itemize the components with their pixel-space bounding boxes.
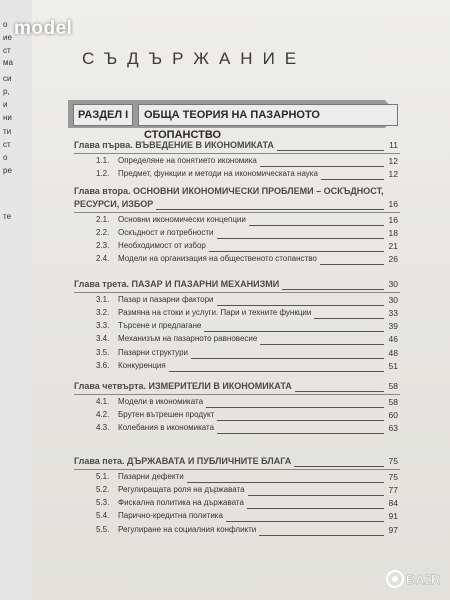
section-title: ОБЩА ТЕОРИЯ НА ПАЗАРНОТО СТОПАНСТВО: [138, 104, 398, 126]
toc-item-page: 84: [388, 498, 398, 509]
toc-item-number: 5.4.: [96, 511, 110, 521]
toc-item-title: Размяна на стоки и услуги. Пари и техните функции: [118, 307, 312, 317]
toc-item-title: Брутен вътрешен продукт: [118, 409, 215, 419]
dot-leader: [156, 209, 384, 210]
chapter-title: Глава втора. ОСНОВНИ ИКОНОМИЧЕСКИ ПРОБЛЕМИ – ОСКЪДНОСТ,: [74, 186, 384, 196]
toc-item-number: 5.3.: [96, 498, 110, 508]
dot-leader: [247, 508, 384, 509]
toc-item-page: 48: [388, 347, 398, 358]
dot-leader: [217, 305, 384, 306]
chapter-page: 75: [388, 456, 398, 466]
margin-fragment: и: [3, 100, 8, 109]
margin-fragment: ре: [3, 166, 12, 175]
toc-item-title: Пазарни структури: [118, 347, 188, 357]
dot-leader: [209, 251, 384, 252]
toc-item-number: 3.1.: [96, 294, 110, 304]
toc-item-page: 39: [388, 321, 398, 332]
chapter-rule: [74, 153, 400, 154]
dot-leader: [260, 166, 384, 167]
toc-item-page: 21: [388, 241, 398, 252]
toc-item-number: 3.6.: [96, 361, 110, 370]
toc-item-number: 2.1.: [96, 214, 110, 224]
margin-fragment: ни: [3, 113, 12, 122]
dot-leader: [295, 391, 384, 392]
dot-leader: [169, 371, 384, 372]
toc-item-number: 1.1.: [96, 155, 110, 165]
toc-item-page: 26: [388, 254, 398, 265]
toc-item-title: Фискална политика на държавата: [118, 498, 244, 508]
toc-item-title: Конкуренция: [118, 361, 166, 370]
toc-item-page: 63: [388, 423, 398, 434]
dot-leader: [248, 495, 384, 496]
toc-item-number: 1.2.: [96, 168, 110, 178]
section-banner: [68, 100, 398, 141]
dot-leader: [249, 225, 384, 226]
toc-item-title: Пазарни дефекти: [118, 471, 184, 481]
toc-item-page: 91: [388, 511, 398, 522]
dot-leader: [191, 358, 384, 359]
margin-fragment: ст: [3, 140, 11, 149]
toc-item-title: Парично-кредитна политика: [118, 511, 223, 521]
toc-item-number: 3.3.: [96, 321, 110, 331]
svg-text:BAZ: BAZ: [406, 572, 433, 587]
chapter-page: 58: [388, 381, 398, 391]
toc-item-page: 51: [388, 361, 398, 371]
toc-item-title: Определяне на понятието икономика: [118, 155, 257, 165]
toc-item-number: 3.2.: [96, 307, 110, 317]
chapter-rule: [74, 469, 400, 470]
toc-item-number: 4.2.: [96, 409, 110, 419]
toc-item-title: Колебания в икономиката: [118, 423, 215, 433]
toc-item-number: 4.3.: [96, 423, 110, 433]
toc-item-title: Оскъдност и потребности: [118, 227, 214, 237]
chapter-title: Глава първа. ВЪВЕДЕНИЕ В ИКОНОМИКАТА: [74, 140, 274, 150]
toc-item-number: 3.5.: [96, 347, 110, 357]
chapter-title: Глава трета. ПАЗАР И ПАЗАРНИ МЕХАНИЗМИ: [74, 279, 280, 289]
toc-item-title: Модели в икономиката: [118, 396, 204, 406]
toc-item-page: 12: [388, 168, 398, 179]
toc-item-title: Регулиращата роля на държавата: [118, 484, 245, 494]
toc-item-page: 58: [388, 396, 398, 407]
margin-fragment: р,: [3, 87, 10, 96]
margin-fragment: о: [3, 20, 8, 29]
dot-leader: [206, 407, 384, 408]
toc-item-title: Предмет, функции и методи на икономическата наука: [118, 168, 318, 178]
toc-item-page: 97: [388, 524, 398, 535]
toc-item-number: 2.3.: [96, 241, 110, 251]
dot-leader: [204, 331, 384, 332]
dot-leader: [217, 238, 384, 239]
toc-item-title: Регулиране на социалния конфликти: [118, 524, 257, 534]
svg-text:R: R: [431, 572, 441, 587]
chapter-page: 16: [388, 199, 398, 209]
chapter-page: 30: [388, 279, 398, 289]
book-page: [32, 0, 450, 600]
dot-leader: [321, 179, 384, 180]
margin-fragment: ти: [3, 127, 12, 136]
margin-fragment: те: [3, 212, 12, 221]
chapter-rule: [74, 292, 400, 293]
toc-item-title: Механизъм на пазарното равновесие: [118, 334, 258, 344]
dot-leader: [187, 482, 384, 483]
toc-item-page: 77: [388, 484, 398, 495]
dot-leader: [217, 420, 384, 421]
toc-item-page: 60: [388, 409, 398, 420]
margin-fragment: ст: [3, 46, 11, 55]
toc-item-page: 75: [388, 471, 398, 482]
chapter-title: Глава четвърта. ИЗМЕРИТЕЛИ В ИКОНОМИКАТА: [74, 381, 292, 391]
toc-item-title: Необходимост от избор: [118, 241, 206, 251]
toc-item-number: 2.2.: [96, 227, 110, 237]
toc-item-number: 5.5.: [96, 524, 110, 534]
toc-item-number: 4.1.: [96, 396, 110, 406]
chapter-rule: [74, 394, 400, 395]
dot-leader: [282, 289, 384, 290]
adjacent-page-strip: [0, 0, 32, 600]
toc-item-page: 12: [388, 155, 398, 166]
dot-leader: [259, 535, 384, 536]
toc-item-number: 2.4.: [96, 254, 110, 264]
dot-leader: [226, 521, 384, 522]
margin-fragment: ие: [3, 33, 12, 42]
chapter-title: Глава пета. ДЪРЖАВАТА И ПУБЛИЧНИТЕ БЛАГА: [74, 456, 292, 466]
dot-leader: [294, 466, 384, 467]
toc-item-title: Основни икономически концепции: [118, 214, 246, 224]
toc-item-number: 5.1.: [96, 471, 110, 481]
bazar-logo: [384, 566, 446, 592]
model-watermark: model: [14, 18, 73, 39]
dot-leader: [217, 433, 384, 434]
toc-item-page: 46: [388, 334, 398, 345]
dot-leader: [320, 264, 384, 265]
dot-leader: [260, 344, 384, 345]
dot-leader: [277, 150, 384, 151]
toc-item-number: 3.4.: [96, 334, 110, 344]
margin-fragment: о: [3, 153, 8, 162]
margin-fragment: си: [3, 74, 12, 83]
chapter-rule: [74, 212, 400, 213]
toc-item-title: Търсене и предлагане: [118, 321, 202, 331]
margin-fragment: ма: [3, 58, 13, 67]
chapter-page: 11: [389, 140, 398, 150]
toc-item-page: 18: [388, 227, 398, 238]
toc-item-title: Пазар и пазарни фактори: [118, 294, 214, 304]
toc-item-number: 5.2.: [96, 484, 110, 494]
toc-item-page: 16: [388, 214, 398, 225]
toc-item-page: 30: [388, 294, 398, 305]
dot-leader: [314, 318, 384, 319]
toc-item-page: 33: [388, 307, 398, 318]
chapter-title-line2: РЕСУРСИ, ИЗБОР: [74, 199, 154, 209]
page-title: СЪДЪРЖАНИЕ: [82, 49, 307, 68]
toc-item-title: Модели на организация на общественото стопанство: [118, 254, 317, 264]
section-label: РАЗДЕЛ I: [73, 104, 133, 126]
